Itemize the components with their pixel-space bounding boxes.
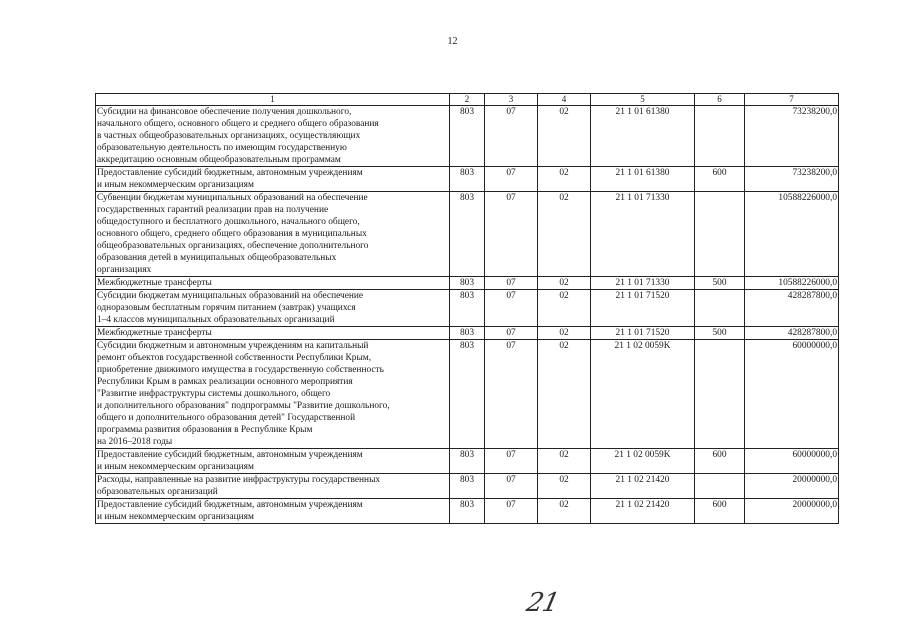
cell-section-code: 07 <box>485 499 538 524</box>
cell-section-code: 07 <box>485 327 538 340</box>
table-row <box>96 327 839 340</box>
cell-description: Субсидии бюджетам муниципальных образований на обеспечение одноразовым бесплатным горячим питанием (завтрак) учащихся 1–4 классов муниципальных образовательных организаций <box>96 290 450 327</box>
column-header-4: 4 <box>538 94 591 106</box>
cell-description: Субсидии бюджетным и автономным учреждениям на капитальный ремонт объектов государственной собственности Республики Крым, приобретение движимого имущества в государственную собственность Республики Крым в рамках реализации основного мероприятия "Развитие инфраструктуры системы дошкольного, общего и дополнительного образования" подпрограммы "Развитие дошкольного, общего и дополнительного образования детей" Государственной программы развития образования в Республике Крым на 2016–2018 годы <box>96 340 450 449</box>
cell-subsection-code: 02 <box>538 277 591 290</box>
cell-subsection-code: 02 <box>538 167 591 192</box>
cell-section-code: 07 <box>485 449 538 474</box>
cell-ministry-code: 803 <box>450 167 485 192</box>
cell-section-code: 07 <box>485 192 538 277</box>
cell-amount: 73238200,0 <box>745 106 839 167</box>
table-row <box>96 167 839 192</box>
cell-expense-type: 600 <box>695 449 745 474</box>
table-row <box>96 290 839 327</box>
cell-expense-type <box>695 192 745 277</box>
table-row <box>96 474 839 499</box>
cell-amount: 73238200,0 <box>745 167 839 192</box>
budget-table <box>95 93 839 524</box>
cell-target-article: 21 1 01 61380 <box>591 167 695 192</box>
cell-target-article: 21 1 02 21420 <box>591 499 695 524</box>
cell-expense-type: 600 <box>695 499 745 524</box>
cell-description: Межбюджетные трансферты <box>96 327 450 340</box>
table-row <box>96 192 839 277</box>
cell-section-code: 07 <box>485 167 538 192</box>
cell-amount: 428287800,0 <box>745 327 839 340</box>
cell-amount: 428287800,0 <box>745 290 839 327</box>
cell-expense-type: 500 <box>695 277 745 290</box>
cell-section-code: 07 <box>485 106 538 167</box>
cell-target-article: 21 1 01 71330 <box>591 277 695 290</box>
cell-subsection-code: 02 <box>538 449 591 474</box>
cell-description: Предоставление субсидий бюджетным, автономным учреждениям и иным некоммерческим организациям <box>96 167 450 192</box>
column-header-7: 7 <box>745 94 839 106</box>
cell-ministry-code: 803 <box>450 192 485 277</box>
table-body <box>96 106 839 524</box>
cell-ministry-code: 803 <box>450 474 485 499</box>
cell-subsection-code: 02 <box>538 192 591 277</box>
table-row <box>96 277 839 290</box>
cell-ministry-code: 803 <box>450 277 485 290</box>
cell-amount: 60000000,0 <box>745 449 839 474</box>
cell-subsection-code: 02 <box>538 106 591 167</box>
cell-expense-type <box>695 290 745 327</box>
cell-target-article: 21 1 02 21420 <box>591 474 695 499</box>
cell-description: Предоставление субсидий бюджетным, автономным учреждениям и иным некоммерческим организациям <box>96 449 450 474</box>
cell-target-article: 21 1 02 0059K <box>591 449 695 474</box>
column-header-5: 5 <box>591 94 695 106</box>
cell-expense-type <box>695 106 745 167</box>
cell-section-code: 07 <box>485 277 538 290</box>
cell-subsection-code: 02 <box>538 499 591 524</box>
cell-subsection-code: 02 <box>538 474 591 499</box>
cell-ministry-code: 803 <box>450 290 485 327</box>
cell-ministry-code: 803 <box>450 106 485 167</box>
table-row <box>96 106 839 167</box>
handwritten-page-mark: 21 <box>523 588 562 618</box>
cell-description: Расходы, направленные на развитие инфраструктуры государственных образовательных организаций <box>96 474 450 499</box>
cell-amount: 20000000,0 <box>745 474 839 499</box>
cell-ministry-code: 803 <box>450 499 485 524</box>
table-row <box>96 449 839 474</box>
cell-description: Субсидии на финансовое обеспечение получения дошкольного, начального общего, основного общего и среднего общего образования в частных общеобразовательных организациях, осуществляющих образовательную деятельность по имеющим государственную аккредитацию основным общеобразовательным программам <box>96 106 450 167</box>
cell-target-article: 21 1 01 71520 <box>591 290 695 327</box>
cell-description: Субвенции бюджетам муниципальных образований на обеспечение государственных гарантий реализации прав на получение общедоступного и бесплатного дошкольного, начального общего, основного общего, среднего общего образования в муниципальных общеобразовательных организациях, обеспечение дополнительного образования детей в муниципальных общеобразовательных организациях <box>96 192 450 277</box>
cell-amount: 60000000,0 <box>745 340 839 449</box>
cell-expense-type <box>695 474 745 499</box>
column-header-6: 6 <box>695 94 745 106</box>
cell-amount: 10588226000,0 <box>745 277 839 290</box>
cell-expense-type: 500 <box>695 327 745 340</box>
cell-section-code: 07 <box>485 474 538 499</box>
cell-target-article: 21 1 01 71520 <box>591 327 695 340</box>
column-header-3: 3 <box>485 94 538 106</box>
table-header-row <box>96 94 839 106</box>
column-header-2: 2 <box>450 94 485 106</box>
cell-ministry-code: 803 <box>450 327 485 340</box>
column-header-1: 1 <box>96 94 450 106</box>
cell-target-article: 21 1 01 61380 <box>591 106 695 167</box>
cell-description: Предоставление субсидий бюджетным, автономным учреждениям и иным некоммерческим организациям <box>96 499 450 524</box>
cell-subsection-code: 02 <box>538 340 591 449</box>
cell-expense-type: 600 <box>695 167 745 192</box>
cell-section-code: 07 <box>485 340 538 449</box>
cell-section-code: 07 <box>485 290 538 327</box>
cell-amount: 10588226000,0 <box>745 192 839 277</box>
page-number: 12 <box>447 36 458 47</box>
cell-expense-type <box>695 340 745 449</box>
cell-amount: 20000000,0 <box>745 499 839 524</box>
table-row <box>96 499 839 524</box>
cell-ministry-code: 803 <box>450 449 485 474</box>
cell-target-article: 21 1 01 71330 <box>591 192 695 277</box>
table-row <box>96 340 839 449</box>
cell-target-article: 21 1 02 0059K <box>591 340 695 449</box>
cell-subsection-code: 02 <box>538 327 591 340</box>
cell-description: Межбюджетные трансферты <box>96 277 450 290</box>
cell-subsection-code: 02 <box>538 290 591 327</box>
cell-ministry-code: 803 <box>450 340 485 449</box>
